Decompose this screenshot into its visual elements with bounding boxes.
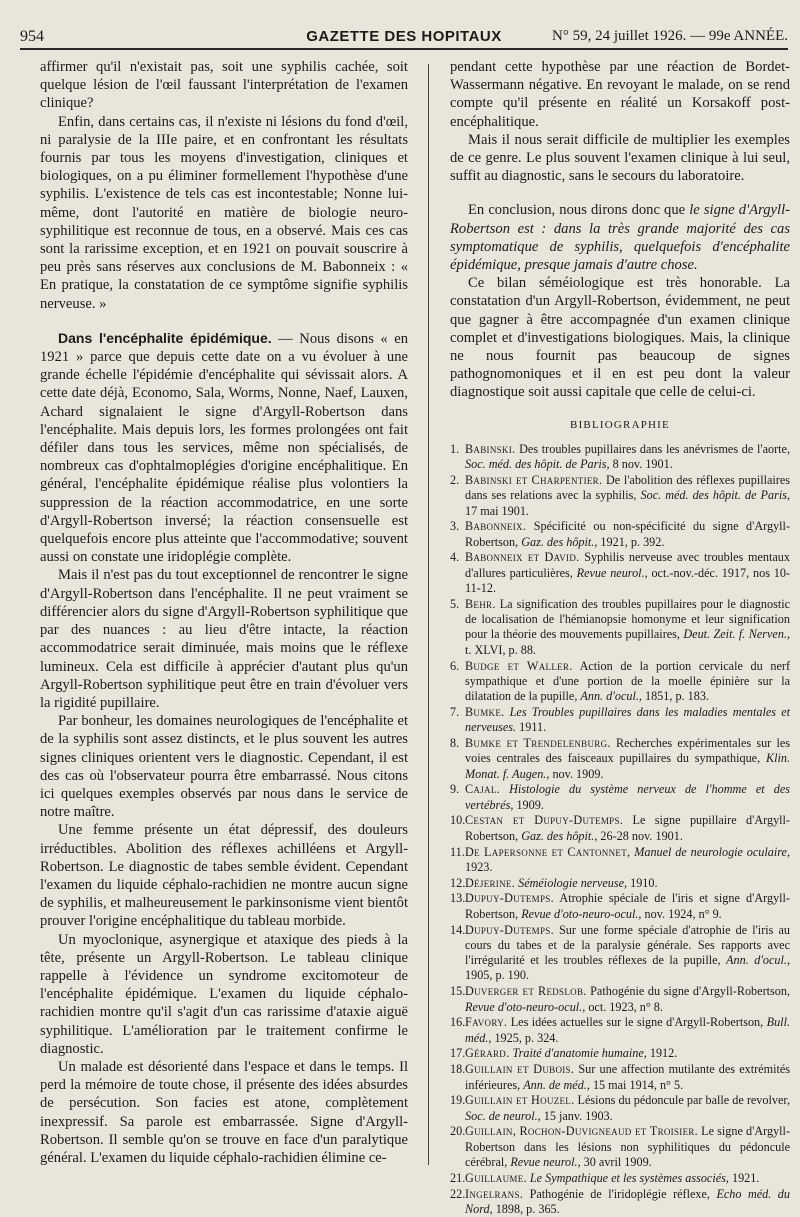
entry-text: Le signe d'Argyll-Robertson dans les lésions non syphilitiques du pédoncule cérébral, [465,1124,790,1170]
entry-source: Deut. Zeit. f. Nerven., [683,627,791,642]
entry-author: Behr. [465,596,496,611]
bibliography-entry [450,1093,790,1124]
page-number: 954 [20,28,44,45]
bibliography-entry [450,736,790,782]
entry-tail: 1910. [627,875,658,890]
entry-number: 13. [450,891,466,906]
entry-tail: 1912. [646,1046,678,1061]
entry-text: Pathogénie du signe d'Argyll-Robertson, [586,984,790,999]
entry-text: Les idées actuelles sur le signe d'Argyll-Robertson, [507,1015,767,1030]
bibliography-entry [450,813,790,844]
entry-number: 15. [450,984,466,999]
entry-author: Bumke et Trendelenburg. [465,736,611,750]
issue-info: N° 59, 24 juillet 1926. — 99e ANNÉE. [552,28,788,44]
entry-author: Dupuy-Dutemps. [465,922,554,937]
entry-tail: 17 mai 1901. [465,503,529,518]
entry-number: 9. [450,782,460,797]
bibliography-entry [450,923,790,984]
entry-tail: 15 janv. 1903. [540,1108,613,1123]
entry-tail: 8 nov. 1901. [609,457,673,472]
paragraph: pendant cette hypothèse par une réaction de Bordet-Wassermann négative. En revoyant le malade, on se rend compte qu'il présente en réalité un Korsakoff post-encéphalitique. [450,59,790,130]
bibliography-title: BIBLIOGRAPHIE [570,418,670,431]
entry-number: 4. [450,550,460,565]
entry-number: 1. [450,441,460,456]
entry-author: De Lapersonne et Cantonnet, [465,844,631,859]
entry-number: 14. [450,922,466,937]
bibliography-entry [450,984,790,1015]
entry-source: Ann. d'ocul., [726,953,790,968]
entry-source: Soc. méd. des hôpit. de Paris, [640,488,790,503]
journal-title: GAZETTE DES HOPITAUX [306,28,502,45]
bibliography-entry [450,876,790,891]
section-paragraph [40,329,408,567]
conclusion-emphasis: le signe d'Argyll-Robertson est : dans la très grande majorité des cas symptomatique de syphilis, quelquefois d'encéphalite épidémique, presque jamais d'autre chose. [450,202,790,274]
entry-text: Des troubles pupillaires dans les anévrismes de l'aorte, [515,441,790,456]
paragraph: Une femme présente un état dépressif, des douleurs irréductibles. Abolition des réflexes achilléens et Argyll-Robertson. Le diagnostic de tabes semble évident. Cependant l'examen du liquide céphalo-rachidien ne montre aucun signe de syphilis, et malheureusement le parkinsonisme vient bientôt prouver l'origine encéphalitique du tableau morbide. [40,822,408,930]
entry-text: Action de la portion cervicale du nerf sympathique et d'une portion de la moelle épinière sur la dilatation de la pupille, [465,658,791,704]
entry-tail: nov. 1909. [549,766,604,781]
entry-tail: 1851, p. 183. [641,689,709,704]
entry-text: Sur une affection mutilante des extrémités inférieures, [465,1062,790,1092]
entry-author: Guillain et Houzel. [465,1093,575,1108]
entry-text: De l'abolition des réflexes pupillaires dans ses relations avec la syphilis, [465,472,790,503]
entry-source: Revue neurol., [510,1155,581,1170]
entry-tail: t. XLVI, p. 88. [465,642,536,657]
entry-author: Duverger et Redslob. [465,984,587,999]
bibliography-entry [450,1015,790,1046]
entry-source: Les Troubles pupillaires dans les maladies mentales et nerveuses. [465,704,790,735]
entry-tail: nov. 1924, n° 9. [641,906,722,921]
entry-tail: oct.-nov.-déc. 1917, nos 10-11-12. [465,565,790,596]
entry-source: Histologie du système nerveux de l'homme et des vertébrés, [465,782,790,812]
entry-source: Soc. méd. des hôpit. de Paris, [465,457,610,472]
entry-tail: 1909. [513,797,544,812]
entry-text: Le signe pupillaire d'Argyll-Robertson, [465,813,790,843]
entry-number: 2. [450,472,460,487]
entry-author: Ingelrans. [465,1186,524,1201]
bibliography-entry [450,1171,790,1186]
entry-author: Guillain et Dubois. [465,1062,575,1077]
entry-source: Klin. Monat. f. Augen., [465,751,790,781]
entry-text: Syphilis nerveuse avec troubles mentaux d'allures particulières, [465,550,790,580]
bibliography-entry [450,1062,790,1093]
bibliography-entry [450,1046,790,1061]
entry-number: 11. [450,844,465,859]
paragraph: Enfin, dans certains cas, il n'existe ni lésions du fond d'œil, ni paralysie de la IIIe paire, et en confrontant les résultats fournis par tous les moyens d'investigation, cliniques et biologiques, on a pu éliminer formellement l'hypothèse d'une syphilis. L'existence de tels cas est incontestable; Nonne lui-même, dont l'autorité en matière de biologie neuro-syphilitique est reconnue de tous, en a observé. Mais ces cas sont la rarissime exception, et en 1921 on pouvait souscrire à peu près sans réserves aux conclusions de M. Babonneix : « En pratique, la constatation de ce symptôme signifie syphilis nerveuse. » [40,113,408,312]
entry-author: Dupuy-Dutemps. [465,891,554,906]
entry-author: Babonneix et David. [465,550,580,565]
entry-text: Spécificité ou non-spécificité du signe d'Argyll-Robertson, [465,519,790,549]
bibliography-entry [450,550,790,596]
paragraph: Ce bilan séméiologique est très honorable. La constatation d'un Argyll-Robertson, évidemment, ne peut que gagner à être accompagnée d'un examen clinique complet et d'investigations biologiques. Mais, la clinique ne nous fournit pas beaucoup de signes pathognomoniques et il en est peu dont la valeur diagnostique soit aussi capitale que celle de celui-ci. [450,275,790,401]
entry-number: 12. [450,875,466,890]
entry-source: Manuel de neurologie oculaire, [634,844,790,859]
entry-author: Guillain, Rochon-Duvigneaud et Troisier. [465,1124,699,1139]
entry-number: 5. [450,596,460,611]
entry-source: Bull. méd., [465,1015,790,1045]
entry-number: 7. [450,704,460,719]
bibliography-entry [450,782,790,813]
entry-source: Gaz. des hôpit., [521,534,598,549]
page-header [20,22,788,50]
entry-tail: 1905, p. 190. [465,968,529,983]
paragraph: Un myoclonique, asynergique et ataxique des pieds à la tête, présente un Argyll-Robertson. Le tableau clinique rappelle à l'évidence un syndrome excitomoteur de l'encéphalite épidémique. L'examen du liquide céphalo-rachidien montre qu'il s'agit d'un cas rarissime d'ataxie aiguë syphilitique. L'amélioration par le traitement confirme le diagnostic. [40,931,408,1057]
bibliography-entry [450,1187,790,1217]
paragraph-text: En conclusion, nous dirons donc que [468,202,690,219]
bibliography-entry [450,597,790,658]
entry-source: Ann. de méd., [523,1077,590,1092]
entry-number: 16. [450,1015,466,1030]
entry-author: Gérard. [465,1046,510,1061]
entry-source: Gaz. des hôpit., [521,828,598,843]
paragraph: affirmer qu'il n'existait pas, soit une syphilis cachée, soit quelque lésion de l'œil faussant l'interprétation de l'examen clinique? [40,59,408,112]
entry-text: Sur une forme spéciale d'atrophie de l'iris au cours du tabes et de la paralysie générale. Ses rapports avec l'irrégularité et les troubles réflexes de la pupille, [465,922,790,968]
entry-number: 6. [450,658,460,673]
entry-tail: 1925, p. 324. [491,1030,559,1045]
paragraph: Par bonheur, les domaines neurologiques de l'encéphalite et de la syphilis sont assez distincts, et le plus souvent les autres signes cliniques orientent vers le diagnostic. Cependant, il est des cas où l'observateur pourra être embarrassé. Nous citons ici quelques exemples observés par nous dans le service de notre maître. [40,713,408,821]
entry-tail: 30 avril 1909. [580,1155,652,1170]
entry-text: Atrophie spéciale de l'iris et signe d'Argyll-Robertson, [465,891,790,921]
entry-number: 18. [450,1062,466,1077]
entry-tail: 26-28 nov. 1901. [597,828,683,843]
entry-tail: 1898, p. 365. [492,1201,560,1216]
entry-text: Pathogénie de l'iridoplégie réflexe, [523,1186,717,1201]
entry-author: Babonneix. [465,519,527,534]
column-divider [428,64,429,1165]
paragraph-text: — Nous disons « en 1921 » parce que depuis cette date on a vu évoluer à une grande échelle l'épidémie d'encéphalite qui sévissait alors. A cette date déjà, Economo, Sala, Worms, Nonne, Naef, Lauxen, Achard signalaient le signe d'Argyll-Robertson dans l'encéphalite. Mais depuis lors, les formes prolongées ont fait défiler dans tous les services, même non spécialisés, de nombreux cas d'ophtalmoplégies d'origine encéphalitique. En général, l'encéphalite épidémique réalise plus volontiers la suppression de la réaction accommodatrice, en une sorte d'Argyll-Robertson inversé; la réaction consensuelle est quelquefois encore plus atteinte que l'accommodative; souvent aussi on constate une iridoplégie complète. [40,330,408,566]
entry-author: Cajal. [465,782,500,797]
bibliography-entry [450,473,790,519]
entry-number: 22. [450,1186,466,1201]
entry-source: Echo méd. du Nord, [465,1186,790,1216]
entry-number: 17. [450,1046,466,1061]
entry-tail: 1921, p. 392. [597,534,665,549]
entry-author: Cestan et Dupuy-Dutemps. [465,813,624,828]
bibliography-entry [450,1124,790,1170]
entry-number: 3. [450,519,460,534]
entry-author: Babinski et Charpentier. [465,472,603,487]
right-column [450,58,791,1216]
entry-tail: 1923. [465,859,493,874]
entry-author: Guillaume. [465,1170,527,1185]
entry-text: Recherches expérimentales sur les voies centrales des faisceaux pupillaires du sympathique, [465,736,790,766]
entry-source: Ann. d'ocul., [580,689,642,704]
entry-source: Traité d'anatomie humaine, [512,1046,647,1061]
entry-number: 8. [450,736,460,750]
bibliography-entry [450,891,790,922]
entry-source: Séméiologie nerveuse, [518,875,628,890]
entry-text: Lésions du pédoncule par balle de revolver, [574,1093,790,1108]
section-heading: Dans l'encéphalite épidémique. [58,329,272,346]
entry-source: Revue d'oto-neuro-ocul., [465,999,586,1014]
paragraph: Un malade est désorienté dans l'espace et dans le temps. Il perd la mémoire de toute chose, il présente des idées absurdes de persécution. Son facies est atone, complètement inexpressif. Sa parole est embarrassée. Signe d'Argyll-Robertson. Il semble qu'on se trouve en face d'un paralytique général. L'examen du liquide céphalo-rachidien élimine ce- [40,1058,408,1166]
entry-author: Déjerine. [465,875,516,890]
entry-text [500,782,509,796]
entry-tail: 1921. [728,1170,760,1185]
entry-number: 10. [450,813,466,828]
paragraph: Mais il n'est pas du tout exceptionnel de rencontrer le signe d'Argyll-Robertson dans l'encéphalite. Il ne peut vraiment se différencier alors du signe d'Argyll-Robertson syphilitique que par des nuances : au lieu d'être intacte, la réaction accommodatrice serait diminuée, mais moins que le réflexe lumineux. Cela est difficile à apprécier d'autant plus qu'un Argyll-Robertson syphilitique peut être en train d'évoluer vers la rigidité pupillaire. [40,567,408,711]
entry-source: Revue neurol., [576,565,648,580]
entry-number: 21. [450,1170,466,1185]
entry-source: Soc. de neurol., [465,1108,541,1123]
bibliography-entry [450,442,790,473]
entry-tail: oct. 1923, n° 8. [585,999,663,1014]
bibliography-entry [450,659,790,705]
bibliography-entry [450,845,790,876]
paragraph: Mais il nous serait difficile de multiplier les exemples de ce genre. Le plus souvent l'examen clinique à lui seul, suffit au diagnostic, sans le secours du laboratoire. [450,131,790,185]
entry-tail: 1911. [516,720,547,735]
entry-source: Revue d'oto-neuro-ocul., [521,906,642,921]
bibliography-entry [450,519,790,550]
entry-author: Babinski. [465,441,516,456]
conclusion-paragraph [450,201,790,274]
entry-number: 19. [450,1093,466,1108]
entry-text: La signification des troubles pupillaires pour le diagnostic de localisation de l'hémianopsie homonyme et leur signification pour la théorie des mouvements pupillaires, [465,596,790,642]
entry-source: Le Sympathique et les systèmes associés, [529,1170,729,1185]
entry-author: Bumke. [465,704,505,719]
entry-tail: 15 mai 1914, n° 5. [589,1077,684,1092]
entry-number: 20. [450,1124,466,1139]
bibliography-list [450,442,790,1217]
left-column [40,58,408,1167]
entry-author: Favory. [465,1015,508,1030]
bibliography-entry [450,705,790,736]
entry-author: Budge et Waller. [465,658,573,673]
